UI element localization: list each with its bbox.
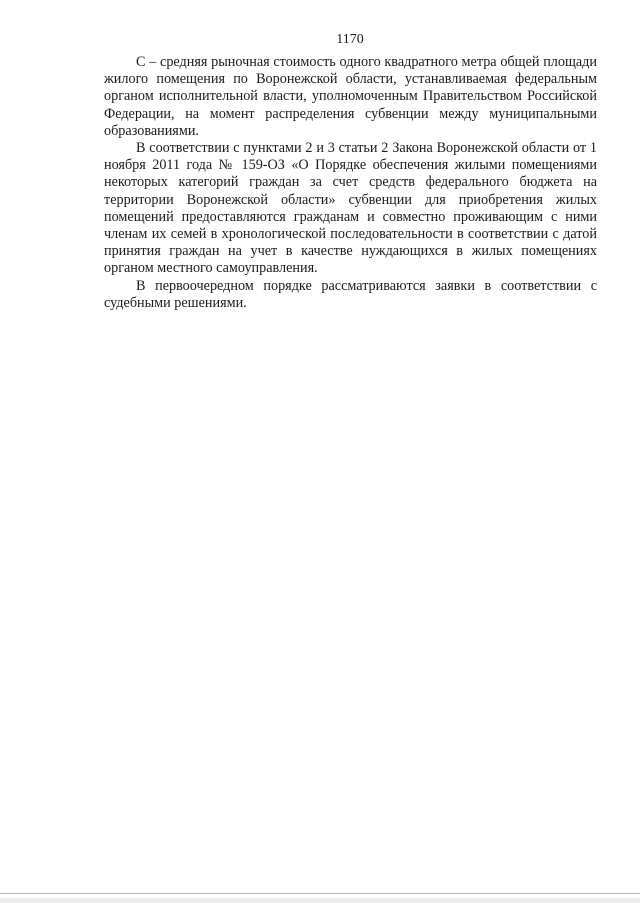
body-text (104, 54, 597, 312)
paragraph-priority-order: В первоочередном порядке рассматриваются заявки в соответствии с судебными решениями. (104, 277, 597, 311)
paragraph-price-definition: С – средняя рыночная стоимость одного квадратного метра общей площади жилого помещения по Воронежской области, устанавливаемая федеральным органом исполнительной власти, уполномоченным Правительством Российской Федерации, на момент распределения субвенции между муниципальными образованиями. (104, 54, 597, 139)
paragraph-law-reference: В соответствии с пунктами 2 и 3 статьи 2 Закона Воронежской области от 1 ноября 2011 года № 159-ОЗ «О Порядке обеспечения жилыми помещениями некоторых категорий граждан за счет средств федерального бюджета на территории Воронежской области» субвенции для приобретения жилых помещений предоставляются гражданам и совместно проживающим с ними членам их семей в хронологической последовательности в соответствии с датой принятия граждан на учет в качестве нуждающихся в жилых помещениях органом местного самоуправления. (104, 140, 597, 277)
bottom-rule (0, 893, 640, 894)
bottom-edge (0, 898, 640, 903)
page-number: 1170 (336, 32, 364, 47)
